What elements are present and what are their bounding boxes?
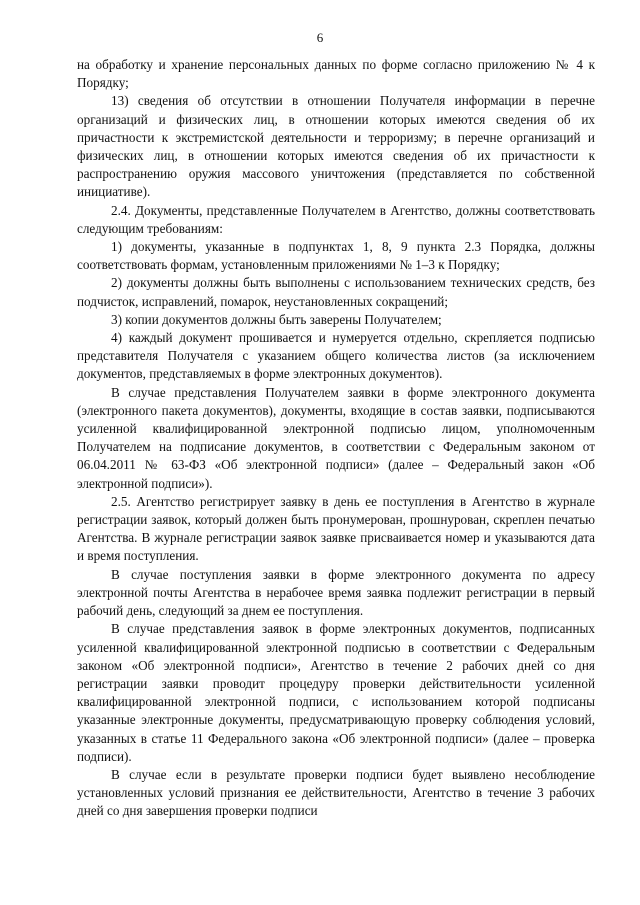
paragraph-requirement-1: 1) документы, указанные в подпунктах 1, 8, 9 пункта 2.3 Порядка, должны соответствовать формам, установленным приложениями № 1–3 к Порядку; [77, 239, 595, 273]
paragraph-requirement-4: 4) каждый документ прошивается и нумеруется отдельно, скрепляется подписью представителя Получателя с указанием общего количества листов (за исключением документов, представляемых в форме электронных документов). [77, 330, 595, 382]
paragraph-consent-continuation: на обработку и хранение персональных данных по форме согласно приложению № 4 к Порядку; [77, 57, 595, 91]
paragraph-2-5: 2.5. Агентство регистрирует заявку в день ее поступления в Агентство в журнале регистрации заявок, который должен быть пронумерован, прошнурован, скреплен печатью Агентства. В журнале регистрации заявок заявке присваивается номер и указываются дата и время поступления. [77, 493, 595, 564]
paragraph-signature-verification: В случае представления заявок в форме электронных документов, подписанных усиленной квалифицированной электронной подписью в соответствии с Федеральным законом «Об электронной подписи», Агентство в течение 2 рабочих дней со дня регистрации заявки проводит процедуру проверки действительности усиленной квалифицированной электронной подписи, с использованием которой подписаны указанные электронные документы, предусматривающую проверку соблюдения условий, указанных в статье 11 Федерального закона «Об электронной подписи» (далее – проверка подписи). [77, 621, 595, 764]
paragraph-nonworking-time: В случае поступления заявки в форме электронного документа по адресу электронной почты Агентства в нерабочее время заявка подлежит регистрации в первый рабочий день, следующий за днем ее поступления. [77, 566, 595, 619]
page-number: 6 [316, 30, 324, 45]
paragraph-2-4: 2.4. Документы, представленные Получателем в Агентство, должны соответствовать следующим требованиям: [77, 202, 595, 236]
document-body [77, 56, 595, 821]
paragraph-requirement-2: 2) документы должны быть выполнены с использованием технических средств, без подчисток, исправлений, помарок, неустановленных сокращений; [77, 275, 595, 309]
paragraph-electronic-submission: В случае представления Получателем заявки в форме электронного документа (электронного пакета документов), документы, входящие в состав заявки, подписываются усиленной квалифицированной электронной подписью лицом, уполномоченным Получателем на подписание документов, в соответствии с Федеральным законом от 06.04.2011 № 63-ФЗ «Об электронной подписи» (далее – Федеральный закон «Об электронной подписи»). [77, 384, 595, 491]
paragraph-item-13: 13) сведения об отсутствии в отношении Получателя информации в перечне организаций и физических лиц, в отношении которых имеются сведения об их причастности к экстремистской деятельности и терроризму; в перечне организаций и физических лиц, в отношении которых имеются сведения об их причастности к распространению оружия массового уничтожения (представляется по собственной инициативе). [77, 93, 595, 200]
paragraph-verification-failure: В случае если в результате проверки подписи будет выявлено несоблюдение установленных условий признания ее действительности, Агентство в течение 3 рабочих дней со дня завершения проверки подписи [77, 766, 595, 819]
paragraph-requirement-3: 3) копии документов должны быть заверены Получателем; [111, 311, 442, 327]
